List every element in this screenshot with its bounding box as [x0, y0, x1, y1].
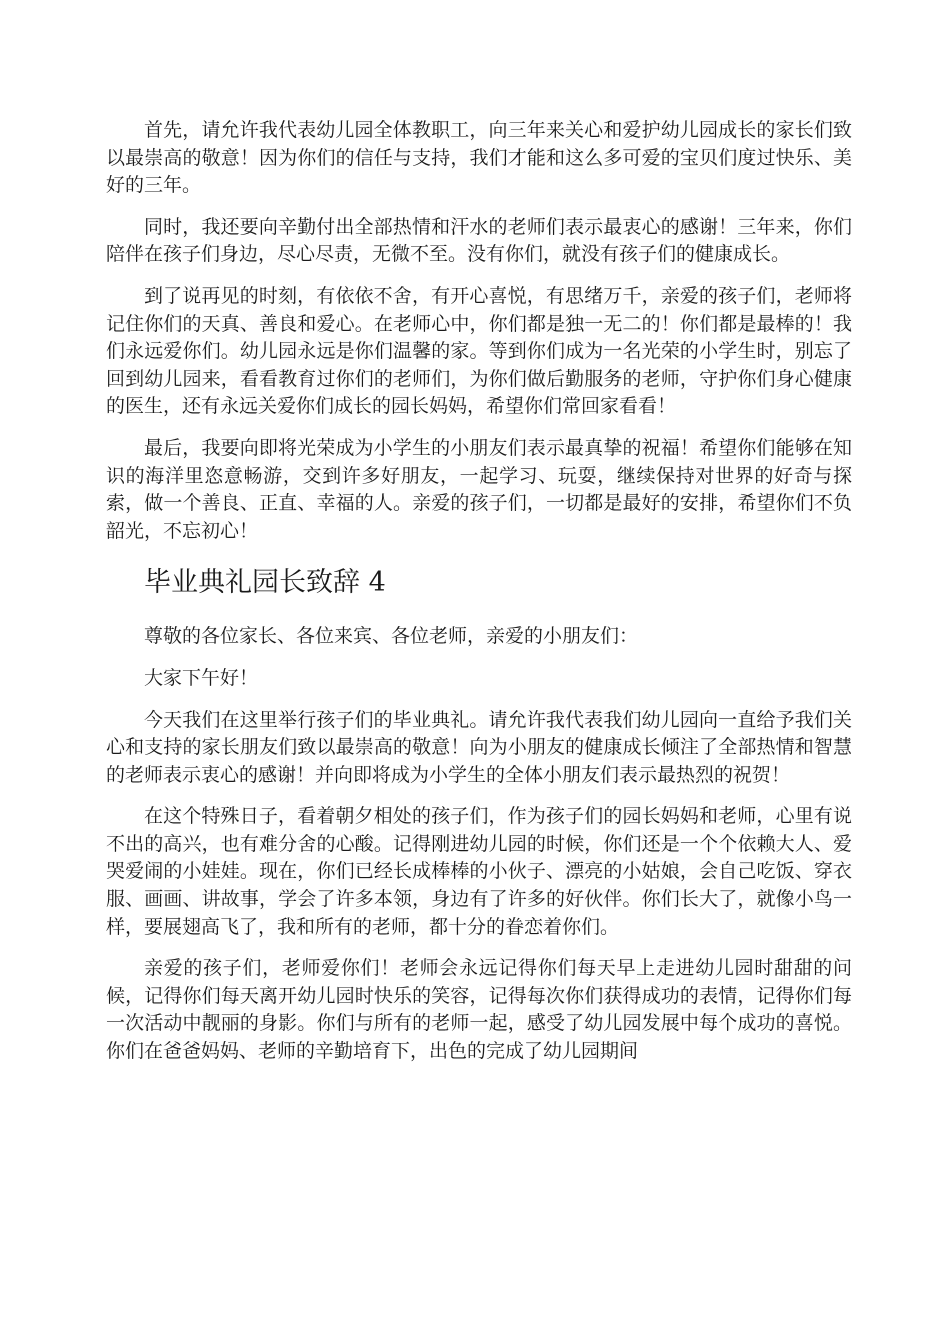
section-title: 毕业典礼园长致辞 4 — [144, 567, 386, 599]
paragraph-love: 亲爱的孩子们，老师爱你们！老师会永远记得你们每天早上走进幼儿园时甜甜的问候，记得你们每天离开幼儿园时快乐的笑容，记得每次你们获得成功的表情，记得你们每一次活动中靓丽的身影。你们与所有的老师一起，感受了幼儿园发展中每个成功的喜悦。你们在爸爸妈妈、老师的辛勤培育下，出色的完成了幼儿园期间 — [106, 957, 852, 1063]
paragraph-ceremony-intro: 今天我们在这里举行孩子们的毕业典礼。请允许我代表我们幼儿园向一直给予我们关心和支持的家长朋友们致以最崇高的敬意！向为小朋友的健康成长倾注了全部热情和智慧的老师表示衷心的感谢！并向即将成为小学生的全体小朋友们表示最热烈的祝贺！ — [106, 708, 852, 786]
paragraph-final-wishes: 最后，我要向即将光荣成为小学生的小朋友们表示最真挚的祝福！希望你们能够在知识的海洋里恣意畅游，交到许多好朋友，一起学习、玩耍，继续保持对世界的好奇与探索，做一个善良、正直、幸福的人。亲爱的孩子们，一切都是最好的安排，希望你们不负韶光，不忘初心！ — [106, 436, 852, 542]
paragraph-thanks-parents: 首先，请允许我代表幼儿园全体教职工，向三年来关心和爱护幼儿园成长的家长们致以最崇高的敬意！因为你们的信任与支持，我们才能和这么多可爱的宝贝们度过快乐、美好的三年。 — [106, 119, 852, 197]
paragraph-greeting: 大家下午好！ — [144, 666, 259, 689]
document-page — [106, 117, 852, 1080]
paragraph-salutation: 尊敬的各位家长、各位来宾、各位老师，亲爱的小朋友们： — [144, 625, 639, 648]
paragraph-farewell: 到了说再见的时刻，有依依不舍，有开心喜悦，有思绪万千，亲爱的孩子们，老师将记住你们的天真、善良和爱心。在老师心中，你们都是独一无二的！你们都是最棒的！我们永远爱你们。幼儿园永远是你们温馨的家。等到你们成为一名光荣的小学生时，别忘了回到幼儿园来，看看教育过你们的老师们，为你们做后勤服务的老师，守护你们身心健康的医生，还有永远关爱你们成长的园长妈妈，希望你们常回家看看！ — [106, 284, 852, 418]
paragraph-memories: 在这个特殊日子，看着朝夕相处的孩子们，作为孩子们的园长妈妈和老师，心里有说不出的高兴，也有难分舍的心酸。记得刚进幼儿园的时候，你们还是一个个依赖大人、爱哭爱闹的小娃娃。现在，你们已经长成棒棒的小伙子、漂亮的小姑娘，会自己吃饭、穿衣服、画画、讲故事，学会了许多本领，身边有了许多的好伙伴。你们长大了，就像小鸟一样，要展翅高飞了，我和所有的老师，都十分的眷恋着你们。 — [106, 805, 852, 938]
paragraph-thanks-teachers: 同时，我还要向辛勤付出全部热情和汗水的老师们表示最衷心的感谢！三年来，你们陪伴在孩子们身边，尽心尽责，无微不至。没有你们，就没有孩子们的健康成长。 — [106, 215, 852, 266]
